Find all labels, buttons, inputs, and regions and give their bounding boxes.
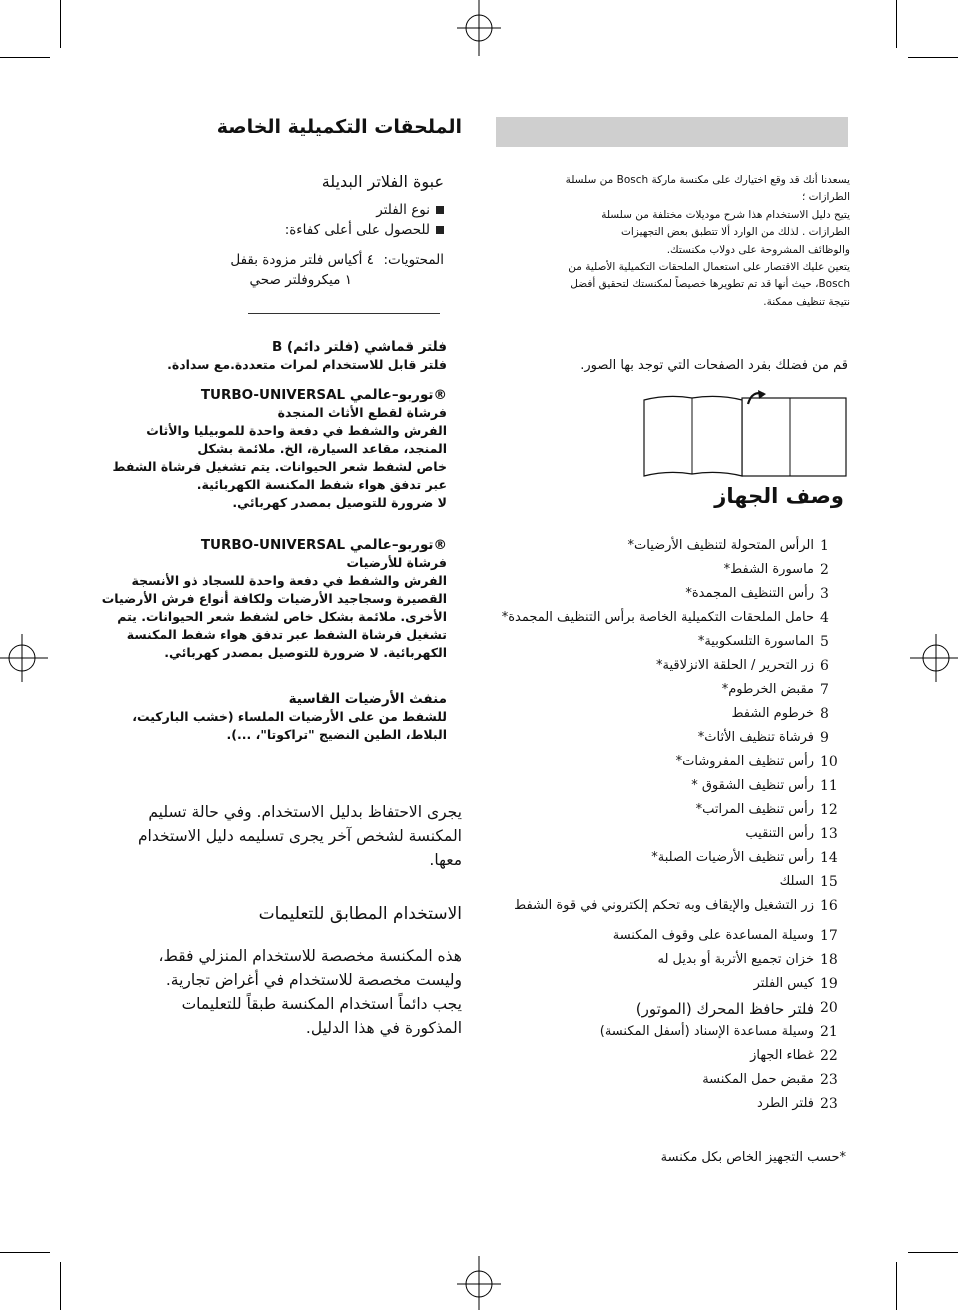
crop-mark bbox=[896, 0, 897, 48]
part-number: 9 bbox=[820, 730, 829, 746]
intended-use-title: الاستخدام المطابق للتعليمات bbox=[258, 904, 462, 924]
part-item bbox=[520, 682, 842, 704]
crop-mark bbox=[0, 1252, 50, 1253]
crop-mark bbox=[908, 1252, 958, 1253]
fabric-filter-title: فلتر قماشي (فلتر دائم) B bbox=[271, 339, 447, 355]
part-number: 3 bbox=[820, 586, 829, 602]
crop-mark bbox=[60, 1262, 61, 1310]
part-label: زر التحرير / الحلقة الانزلاقية* bbox=[656, 658, 814, 673]
bullet-filter-type: نوع الفلتر bbox=[200, 202, 444, 218]
unfold-pages-note: قم من فضلك بفرد الصفحات التي توجد بها الصور. bbox=[580, 358, 848, 373]
part-item bbox=[520, 850, 842, 872]
filter-pack-title: عبوة الفلاتر البديلة bbox=[321, 172, 444, 191]
part-label: وسيلة المساعدة على وقوف المكنسة bbox=[612, 928, 814, 943]
crop-mark bbox=[0, 57, 50, 58]
part-item bbox=[520, 562, 842, 584]
part-number: 1 bbox=[820, 538, 829, 554]
part-label: السلك bbox=[779, 874, 814, 889]
part-number: 23 bbox=[820, 1072, 838, 1088]
hard-floor-section: منفث الأرضيات القاسية للشفط من على الأرضيات الملساء (خشب الباركيت، البلاط، الطين النضيج "تراكوتا"، ...). bbox=[132, 691, 447, 742]
square-bullet-icon bbox=[436, 206, 444, 214]
part-label: ماسورة الشفط* bbox=[723, 562, 814, 577]
part-item bbox=[520, 538, 842, 560]
part-item bbox=[520, 1024, 842, 1046]
part-item bbox=[520, 1096, 842, 1118]
part-label: خزان تجميع الأتربة أو بديل له bbox=[657, 952, 814, 967]
part-label: رأس تنظيف الشقوق * bbox=[691, 778, 814, 793]
part-label: وسيلة مساعدة الإسناد (أسفل المكنسة) bbox=[599, 1024, 814, 1039]
turbo-furniture-section: TURBO-UNIVERSAL توربو–عالمي® فرشاة لقطع الأثاث المنجدة الفرش والشفط في دفعة واحدة للموبيليا والأثاث المنجد، مقاعد السيارة، الخ. ملائمة بشكل خاص لشفط شعر الحيوانات. يتم تشغيل فرشاة الشفط عبر تدفق هواء شفط المكنسة الكهربائية. لا ضرورة للتوصيل بمصدر كهربائي. bbox=[112, 387, 447, 510]
part-label: رأس تنظيف الأرضيات الصلبة* bbox=[651, 850, 814, 865]
contents-values: ٤ أكياس فلتر مزودة بقفل ١ ميكروفلتر صحي bbox=[230, 252, 374, 288]
part-label: حامل الملحقات التكميلية الخاصة برأس التنظيف المجمدة* bbox=[501, 610, 814, 625]
divider bbox=[248, 313, 440, 314]
part-number: 6 bbox=[820, 658, 829, 674]
part-item bbox=[520, 1000, 842, 1022]
part-number: 5 bbox=[820, 634, 829, 650]
part-number: 4 bbox=[820, 610, 829, 626]
turbo-furniture-title: TURBO-UNIVERSAL توربو–عالمي® bbox=[200, 387, 447, 403]
part-item bbox=[520, 1048, 842, 1070]
part-label: مقبض الخرطوم* bbox=[721, 682, 814, 697]
turbo-floor-title: TURBO-UNIVERSAL توربو–عالمي® bbox=[200, 537, 447, 553]
part-number: 22 bbox=[820, 1048, 838, 1064]
part-item bbox=[514, 898, 842, 920]
part-number: 14 bbox=[820, 850, 838, 866]
part-number: 2 bbox=[820, 562, 829, 578]
part-item bbox=[520, 976, 842, 998]
part-number: 18 bbox=[820, 952, 838, 968]
part-number: 15 bbox=[820, 874, 838, 890]
crop-mark bbox=[60, 0, 61, 48]
part-label: رأس تنظيف المفروشات* bbox=[675, 754, 814, 769]
part-label: فلتر حافظ المحرك (الموتور) bbox=[635, 1000, 814, 1018]
part-label: فرشاة تنظيف الأثاث* bbox=[697, 730, 814, 745]
contents-label: المحتويات: bbox=[383, 252, 444, 268]
part-item bbox=[520, 658, 842, 680]
header-gray-bar bbox=[496, 117, 848, 147]
part-item bbox=[520, 802, 842, 824]
part-label: رأس التنقيب bbox=[745, 826, 814, 841]
part-number: 12 bbox=[820, 802, 838, 818]
part-label: فلتر الطرد bbox=[757, 1096, 814, 1111]
part-label: الماسورة التلسكوبية* bbox=[697, 634, 814, 649]
part-number: 17 bbox=[820, 928, 838, 944]
equipment-footnote: *حسب التجهيز الخاص بكل مكنسة bbox=[660, 1150, 846, 1165]
part-label: خرطوم الشفط bbox=[731, 706, 814, 721]
part-number: 8 bbox=[820, 706, 829, 722]
fabric-filter-section: فلتر قماشي (فلتر دائم) B فلتر قابل للاستخدام لمرات متعددة.مع سدادة. bbox=[167, 339, 447, 372]
part-item bbox=[520, 874, 842, 896]
part-number: 7 bbox=[820, 682, 829, 698]
part-item bbox=[520, 826, 842, 848]
square-bullet-icon bbox=[436, 226, 444, 234]
registration-mark-left bbox=[0, 628, 48, 688]
part-label: الرأس المتحولة لتنظيف الأرضيات* bbox=[627, 538, 814, 553]
hard-floor-title: منفث الأرضيات القاسية bbox=[288, 691, 447, 707]
part-number: 23 bbox=[820, 1096, 838, 1112]
part-item bbox=[520, 634, 842, 656]
part-label: كيس الفلتر bbox=[753, 976, 814, 991]
part-item bbox=[520, 730, 842, 752]
part-item bbox=[520, 778, 842, 800]
part-number: 10 bbox=[820, 754, 838, 770]
part-number: 20 bbox=[820, 1000, 838, 1016]
part-item bbox=[520, 952, 842, 974]
crop-mark bbox=[896, 1262, 897, 1310]
part-label: مقبض حمل المكنسة bbox=[702, 1072, 814, 1087]
part-item bbox=[520, 754, 842, 776]
intro-paragraph: يسعدنا أنك قد وقع اختيارك على مكنسة ماركة Bosch من سلسلة الطرازات ؛ يتيح دليل الاستخدام هذا شرح موديلات مختلفة من سلسلة الطرازات . لذلك من الوارد ألا تتطبق بعض التجهيزات والوظائف المشروحة على دولاب مكنستك. يتعين عليك الاقتصار على استعمال الملحقات التكميلية الأصلية من Bosch، حيث أنها قد تم تطويرها خصيصاً لمكنستك لتحقيق أفضل نتيجة تنظيف ممكنة. bbox=[565, 174, 850, 308]
part-label: رأس تنظيف المراتب* bbox=[695, 802, 814, 817]
part-item bbox=[520, 706, 842, 728]
unfold-pages-illustration bbox=[640, 390, 850, 480]
part-item bbox=[520, 1072, 842, 1094]
registration-mark-bottom bbox=[449, 1256, 509, 1310]
part-number: 11 bbox=[820, 778, 838, 794]
registration-mark-top bbox=[449, 0, 509, 56]
part-item bbox=[501, 610, 842, 632]
crop-mark bbox=[908, 57, 958, 58]
part-number: 19 bbox=[820, 976, 838, 992]
device-description-title: وصف الجهاز bbox=[714, 484, 844, 508]
part-item bbox=[520, 586, 842, 608]
part-label: غطاء الجهاز bbox=[750, 1048, 814, 1063]
part-label: رأس التنظيف المجمدة* bbox=[685, 586, 814, 601]
keep-manual-paragraph: يجرى الاحتفاظ بدليل الاستخدام. وفي حالة تسليم المكنسة لشخص آخر يجرى تسليمه دليل الاستخدام معها. bbox=[137, 803, 462, 869]
part-number: 16 bbox=[820, 898, 838, 914]
registration-mark-right bbox=[910, 628, 958, 688]
part-item bbox=[520, 928, 842, 950]
part-number: 21 bbox=[820, 1024, 838, 1040]
part-label: زر التشغيل والإيقاف وبه تحكم إلكتروني في قوة الشفط bbox=[514, 898, 814, 913]
turbo-floor-section: TURBO-UNIVERSAL توربو–عالمي® فرشاة للأرضيات الفرش والشفط في دفعة واحدة للسجاد ذو الأنسجة القصيرة وسجاجيد الأرضيات ولكافة أنواع فرش الأرضيات الأخرى. ملائمة بشكل خاص لشفط شعر الحيوانات. يتم تشغيل فرشاة الشفط عبر تدفق هواء شفط المكنسة الكهربائية. لا ضرورة للتوصيل بمصدر كهربائي. bbox=[101, 537, 447, 660]
accessories-heading: الملحقات التكميلية الخاصة bbox=[216, 116, 462, 138]
bullet-efficiency: للحصول على أعلى كفاءة: bbox=[200, 222, 444, 238]
part-number: 13 bbox=[820, 826, 838, 842]
intended-use-paragraph: هذه المكنسة مخصصة للاستخدام المنزلي فقط، وليست مخصصة للاستخدام في أغراض تجارية. يجب دائماً استخدام المكنسة طبقاً للتعليمات المذكورة في هذا الدليل. bbox=[158, 947, 462, 1037]
